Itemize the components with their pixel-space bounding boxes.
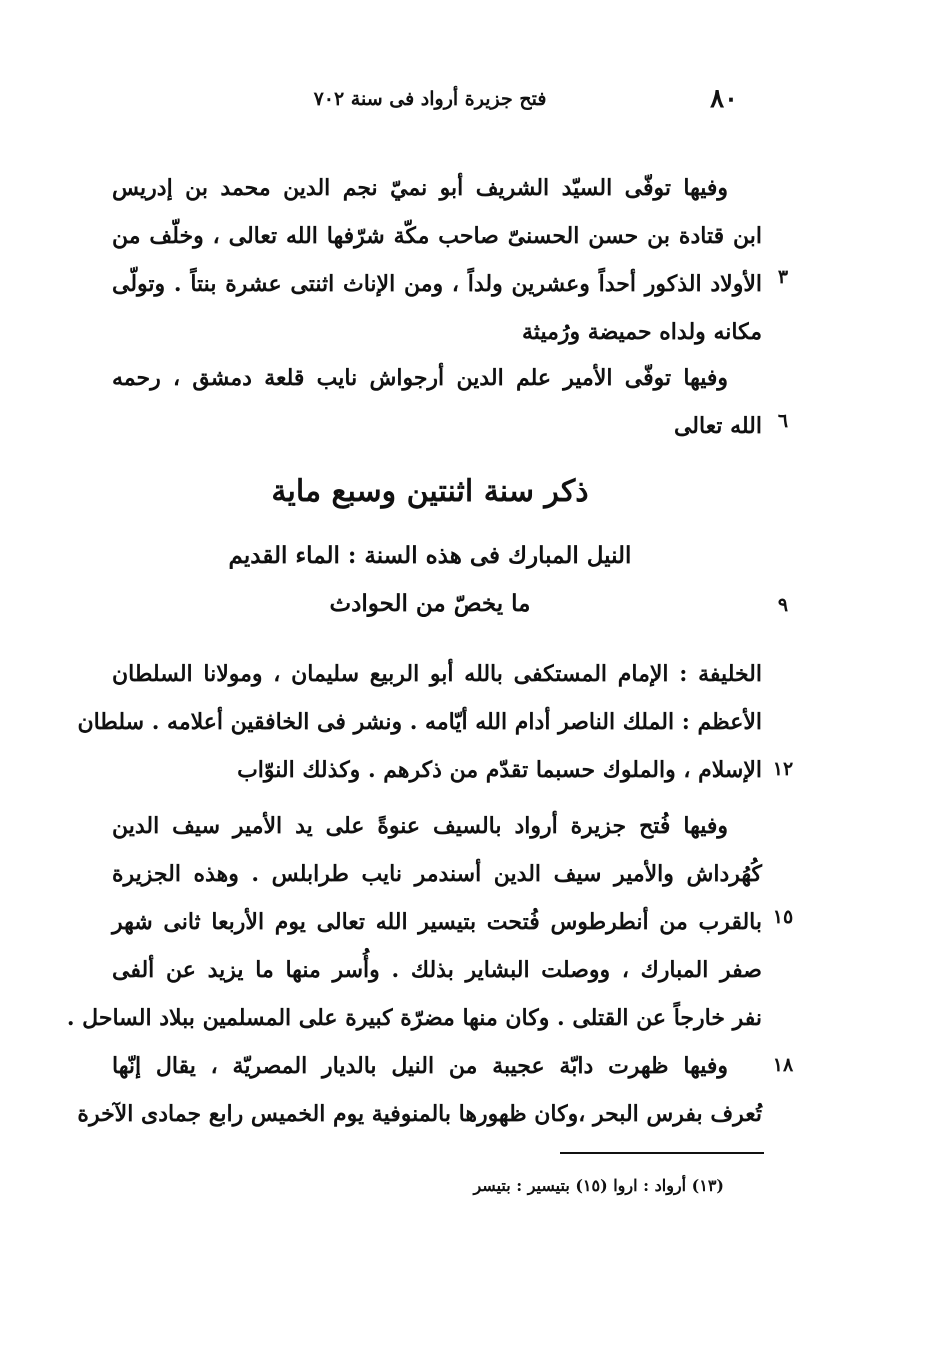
text-line: مكانه ولداه حميضة ورُميثة — [522, 319, 762, 345]
text-line: تُعرف بفرس البحر ،وكان ظهورها بالمنوفية يوم الخميس رابع جمادى الآخرة — [77, 1101, 762, 1127]
text-line: الأولاد الذكور أحداً وعشرين ولداً ، ومن الإناث اثنتى عشرة بنتاً . وتولّى — [112, 271, 762, 297]
line-number-12: ١٢ — [772, 758, 794, 780]
line-number-6: ٦ — [777, 410, 789, 432]
paragraph-caliph-sultan — [77, 650, 762, 794]
footnote-divider — [560, 1152, 764, 1154]
line-number-15: ١٥ — [772, 906, 794, 928]
page-number: ٨٠ — [710, 84, 738, 114]
text-line: وفيها توفّى السيّد الشريف أبو نميّ نجم الدين محمد بن إدريس — [112, 175, 728, 201]
text-line: الإسلام ، والملوك حسبما تقدّم من ذكرهم . وكذلك النوّاب — [237, 757, 762, 783]
text-line: ابن قتادة بن حسن الحسنىّ صاحب مكّة شرّفها الله تعالى ، وخلّف من — [112, 223, 762, 249]
text-line: الأعظم : الملك الناصر أدام الله أيّامه . ونشر فى الخافقين أعلامه . سلطان — [77, 709, 762, 735]
line-number-9: ٩ — [777, 594, 789, 616]
text-line: صفر المبارك ، ووصلت البشاير بذلك . وأُسر منها ما يزيد عن ألفى — [112, 957, 762, 983]
text-line: وفيها توفّى الأمير علم الدين أرجواش نايب قلعة دمشق ، رحمه — [112, 365, 728, 391]
paragraph-hippopotamus — [77, 1042, 762, 1138]
text-line: بالقرب من أنطرطوس فُتحت بتيسير الله تعالى يوم الأربعا ثانى شهر — [112, 909, 762, 935]
line-number-3: ٣ — [777, 266, 789, 288]
page-header — [100, 84, 760, 120]
text-line: الله تعالى — [673, 413, 762, 439]
paragraph-argwash-death — [112, 354, 762, 450]
paragraph-sharif-death — [112, 164, 762, 356]
text-line: نفر خارجاً عن القتلى . وكان منها مضرّة كبيرة على المسلمين ببلاد الساحل . — [66, 1005, 762, 1031]
text-line: كُهُرداش والأمير سيف الدين أسندمر نايب طرابلس . وهذه الجزيرة — [112, 861, 762, 887]
section-title: ذكر سنة اثنتين وسبع ماية — [271, 474, 589, 509]
running-title: فتح جزيرة أرواد فى سنة ٧٠٢ — [313, 88, 547, 110]
footnote: (١٣) أرواد : اروا (١٥) بتيسير : بتيسر — [473, 1176, 724, 1195]
text-line: الخليفة : الإمام المستكفى بالله أبو الربيع سليمان ، ومولانا السلطان — [112, 661, 762, 687]
text-line: وفيها فُتح جزيرة أرواد بالسيف عنوةً على يد الأمير سيف الدين — [112, 813, 728, 839]
events-heading: ما يخصّ من الحوادث — [329, 590, 531, 617]
line-number-18: ١٨ — [772, 1054, 794, 1076]
paragraph-arwad-conquest — [66, 802, 762, 1042]
text-line: وفيها ظهرت دابّة عجيبة من النيل بالديار المصريّة ، يقال إنّها — [112, 1053, 728, 1079]
nile-level-line: النيل المبارك فى هذه السنة : الماء القديم — [228, 542, 632, 569]
